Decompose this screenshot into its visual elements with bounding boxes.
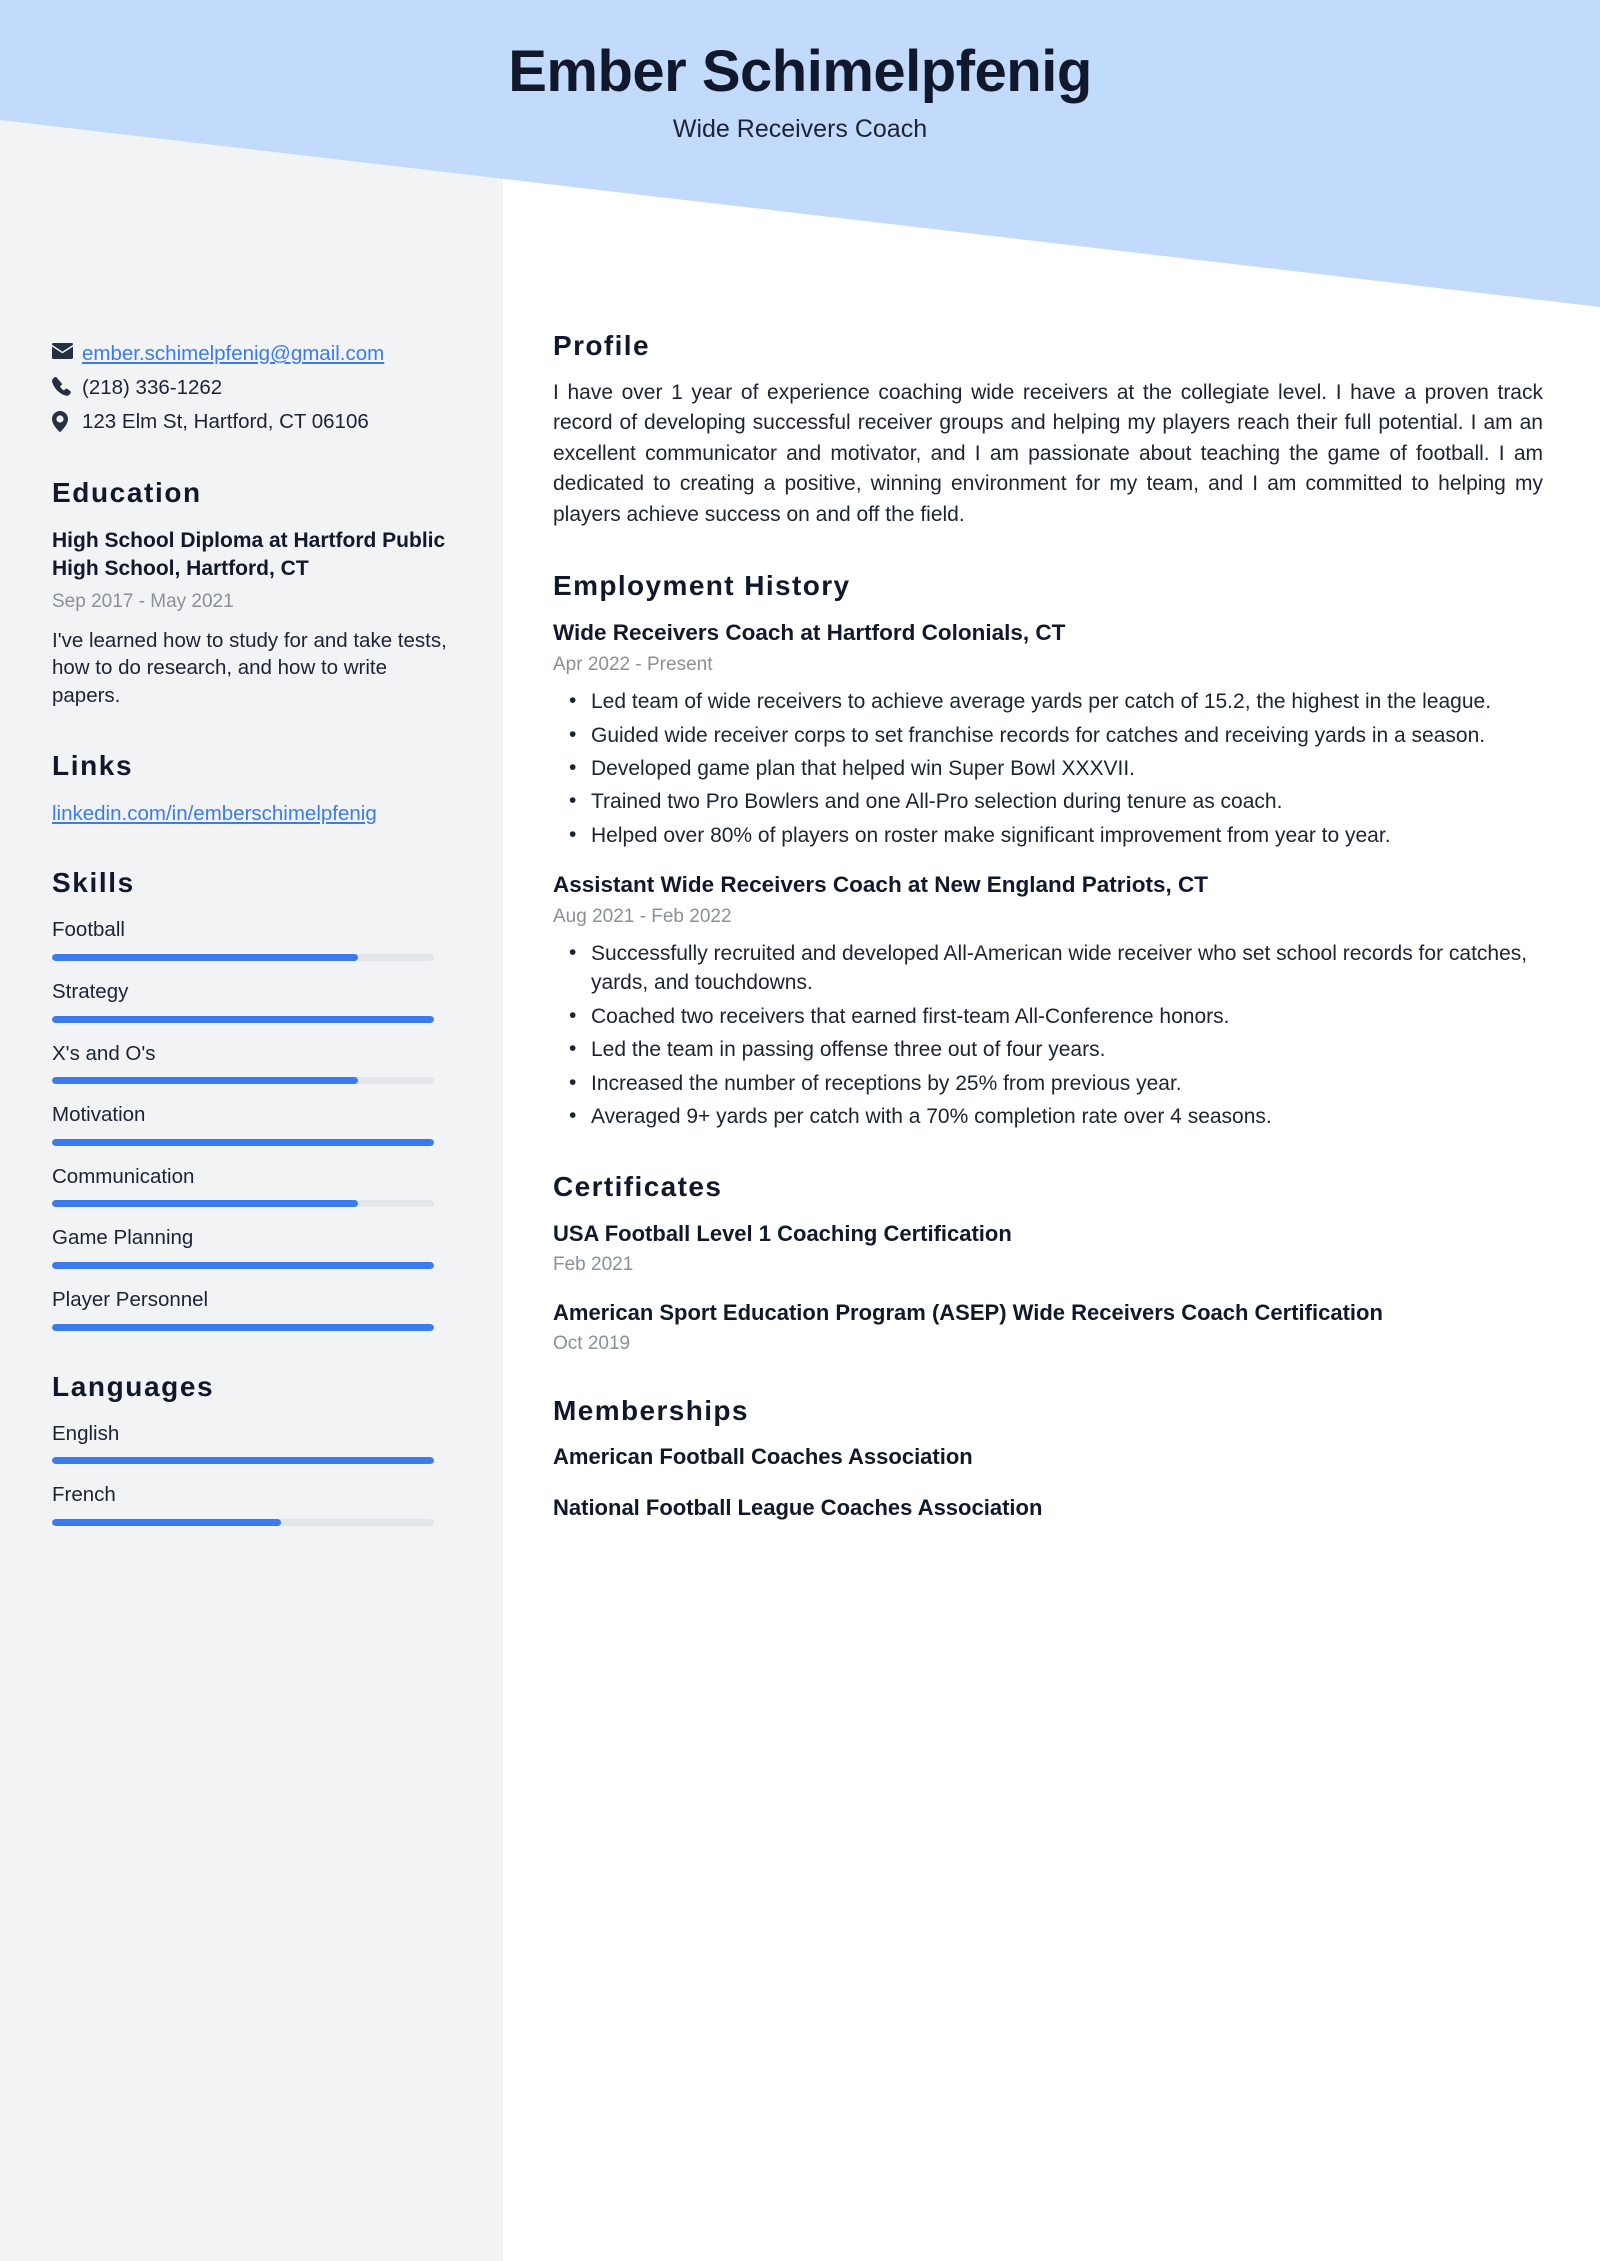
certificate-entry bbox=[553, 1298, 1543, 1355]
sidebar-section-education bbox=[52, 477, 452, 710]
languages-heading: Languages bbox=[52, 1370, 215, 1402]
employment-entry bbox=[553, 870, 1543, 1131]
skill-label: Player Personnel bbox=[52, 1288, 209, 1312]
employment-title: Wide Receivers Coach at Hartford Colonials, CT bbox=[553, 620, 1066, 646]
skill-item bbox=[52, 917, 452, 961]
resume-header bbox=[0, 0, 1600, 144]
linkedin-link[interactable]: linkedin.com/in/emberschimelpfenig bbox=[52, 801, 377, 825]
education-date: Sep 2017 - May 2021 bbox=[52, 590, 234, 612]
memberships-heading: Memberships bbox=[553, 1395, 749, 1427]
list-item: • Successfully recruited and developed All-American wide receiver who set school records for catches, yards, and touchdowns. bbox=[589, 939, 1543, 998]
membership-name: National Football League Coaches Association bbox=[553, 1495, 1043, 1521]
phone-value: (218) 336-1262 bbox=[82, 376, 223, 400]
certificate-name: USA Football Level 1 Coaching Certification bbox=[553, 1221, 1012, 1247]
skill-bar-fill bbox=[52, 1324, 434, 1331]
certificate-entry bbox=[553, 1219, 1543, 1276]
address-value: 123 Elm St, Hartford, CT 06106 bbox=[82, 410, 369, 434]
certificate-date: Feb 2021 bbox=[553, 1254, 634, 1276]
skill-label: Communication bbox=[52, 1164, 195, 1188]
list-item: • Coached two receivers that earned first-team All-Conference honors. bbox=[589, 1002, 1543, 1031]
skill-item bbox=[52, 1041, 452, 1085]
sidebar-section-languages bbox=[52, 1371, 452, 1526]
employment-title: Assistant Wide Receivers Coach at New England Patriots, CT bbox=[553, 872, 1208, 898]
certificate-date: Oct 2019 bbox=[553, 1333, 631, 1355]
skill-bar-fill bbox=[52, 1077, 358, 1084]
page-title: Ember Schimelpfenig bbox=[508, 39, 1092, 104]
links-heading: Links bbox=[52, 749, 134, 781]
education-heading: Education bbox=[52, 477, 202, 509]
email-link[interactable]: ember.schimelpfenig@gmail.com bbox=[82, 342, 385, 365]
section-employment bbox=[553, 570, 1543, 1131]
list-item: • Led team of wide receivers to achieve average yards per catch of 15.2, the highest in the league. bbox=[589, 687, 1543, 716]
language-bar-track bbox=[52, 1457, 434, 1464]
skill-bar-track bbox=[52, 1077, 434, 1084]
contact-list bbox=[52, 340, 452, 435]
memberships-list bbox=[553, 1443, 1543, 1522]
certificates-list bbox=[553, 1219, 1543, 1355]
skill-bar-fill bbox=[52, 1262, 434, 1269]
contact-row-phone bbox=[52, 374, 452, 401]
skill-item bbox=[52, 1164, 452, 1208]
language-bar-track bbox=[52, 1519, 434, 1526]
skill-bar-fill bbox=[52, 1139, 434, 1146]
skill-item bbox=[52, 1102, 452, 1146]
list-item: • Led the team in passing offense three out of four years. bbox=[589, 1035, 1543, 1064]
employment-entry bbox=[553, 618, 1543, 850]
skill-label: Football bbox=[52, 918, 125, 942]
main-column bbox=[553, 330, 1543, 1563]
language-label: French bbox=[52, 1483, 116, 1507]
list-item: • Trained two Pro Bowlers and one All-Pro selection during tenure as coach. bbox=[589, 787, 1543, 816]
employment-bullets bbox=[553, 939, 1543, 1131]
sidebar-section-links bbox=[52, 750, 452, 828]
skill-bar-fill bbox=[52, 1200, 358, 1207]
section-certificates bbox=[553, 1171, 1543, 1355]
contact-row-address bbox=[52, 408, 452, 435]
employment-bullets bbox=[553, 687, 1543, 850]
skill-label: Game Planning bbox=[52, 1226, 194, 1250]
list-item: • Increased the number of receptions by 25% from previous year. bbox=[589, 1069, 1543, 1098]
skill-item bbox=[52, 979, 452, 1023]
profile-heading: Profile bbox=[553, 330, 650, 361]
envelope-icon bbox=[52, 340, 82, 359]
skill-bar-track bbox=[52, 954, 434, 961]
employment-list bbox=[553, 618, 1543, 1131]
certificate-name: American Sport Education Program (ASEP) Wide Receivers Coach Certification bbox=[553, 1300, 1383, 1326]
header-subtitle: Wide Receivers Coach bbox=[672, 114, 928, 143]
skill-bar-track bbox=[52, 1139, 434, 1146]
skill-item bbox=[52, 1225, 452, 1269]
skill-bar-track bbox=[52, 1324, 434, 1331]
employment-date: Aug 2021 - Feb 2022 bbox=[553, 906, 732, 928]
skill-bar-fill bbox=[52, 1016, 434, 1023]
contact-row-email bbox=[52, 340, 452, 367]
skills-list bbox=[52, 917, 452, 1330]
certificates-heading: Certificates bbox=[553, 1171, 723, 1203]
sidebar bbox=[52, 340, 452, 1566]
skill-item bbox=[52, 1287, 452, 1331]
section-memberships bbox=[553, 1395, 1543, 1522]
phone-icon bbox=[52, 374, 82, 396]
skill-bar-track bbox=[52, 1200, 434, 1207]
map-pin-icon bbox=[52, 408, 82, 432]
language-bar-fill bbox=[52, 1519, 281, 1526]
skills-heading: Skills bbox=[52, 867, 135, 899]
language-label: English bbox=[52, 1421, 120, 1445]
language-item bbox=[52, 1482, 452, 1526]
list-item: • Developed game plan that helped win Super Bowl XXXVII. bbox=[589, 754, 1543, 783]
skill-bar-fill bbox=[52, 954, 358, 961]
education-item bbox=[52, 527, 452, 710]
list-item: • Helped over 80% of players on roster make significant improvement from year to year. bbox=[589, 821, 1543, 850]
sidebar-section-skills bbox=[52, 867, 452, 1330]
language-item bbox=[52, 1421, 452, 1465]
languages-list bbox=[52, 1421, 452, 1526]
section-profile bbox=[553, 330, 1543, 530]
language-bar-fill bbox=[52, 1457, 434, 1464]
skill-label: Motivation bbox=[52, 1103, 146, 1127]
skill-bar-track bbox=[52, 1016, 434, 1023]
employment-heading: Employment History bbox=[553, 570, 851, 602]
education-title: High School Diploma at Hartford Public High School, Hartford, CT bbox=[52, 529, 446, 581]
membership-name: American Football Coaches Association bbox=[553, 1444, 973, 1470]
profile-text: I have over 1 year of experience coaching wide receivers at the collegiate level. I have a proven track record of developing successful receiver groups and helping my players reach their full potential. I am an excellent communicator and motivator, and I am passionate about teaching the game of football. I am dedicated to creating a positive, winning environment for my team, and I am committed to helping my players achieve success on and off the field. bbox=[553, 381, 1543, 526]
skill-label: Strategy bbox=[52, 979, 129, 1003]
skill-label: X's and O's bbox=[52, 1041, 156, 1065]
employment-date: Apr 2022 - Present bbox=[553, 654, 713, 676]
list-item: • Averaged 9+ yards per catch with a 70% completion rate over 4 seasons. bbox=[589, 1102, 1543, 1131]
education-description: I've learned how to study for and take tests, how to do research, and how to write papers. bbox=[52, 628, 447, 708]
skill-bar-track bbox=[52, 1262, 434, 1269]
list-item: • Guided wide receiver corps to set franchise records for catches and receiving yards in a season. bbox=[589, 721, 1543, 750]
